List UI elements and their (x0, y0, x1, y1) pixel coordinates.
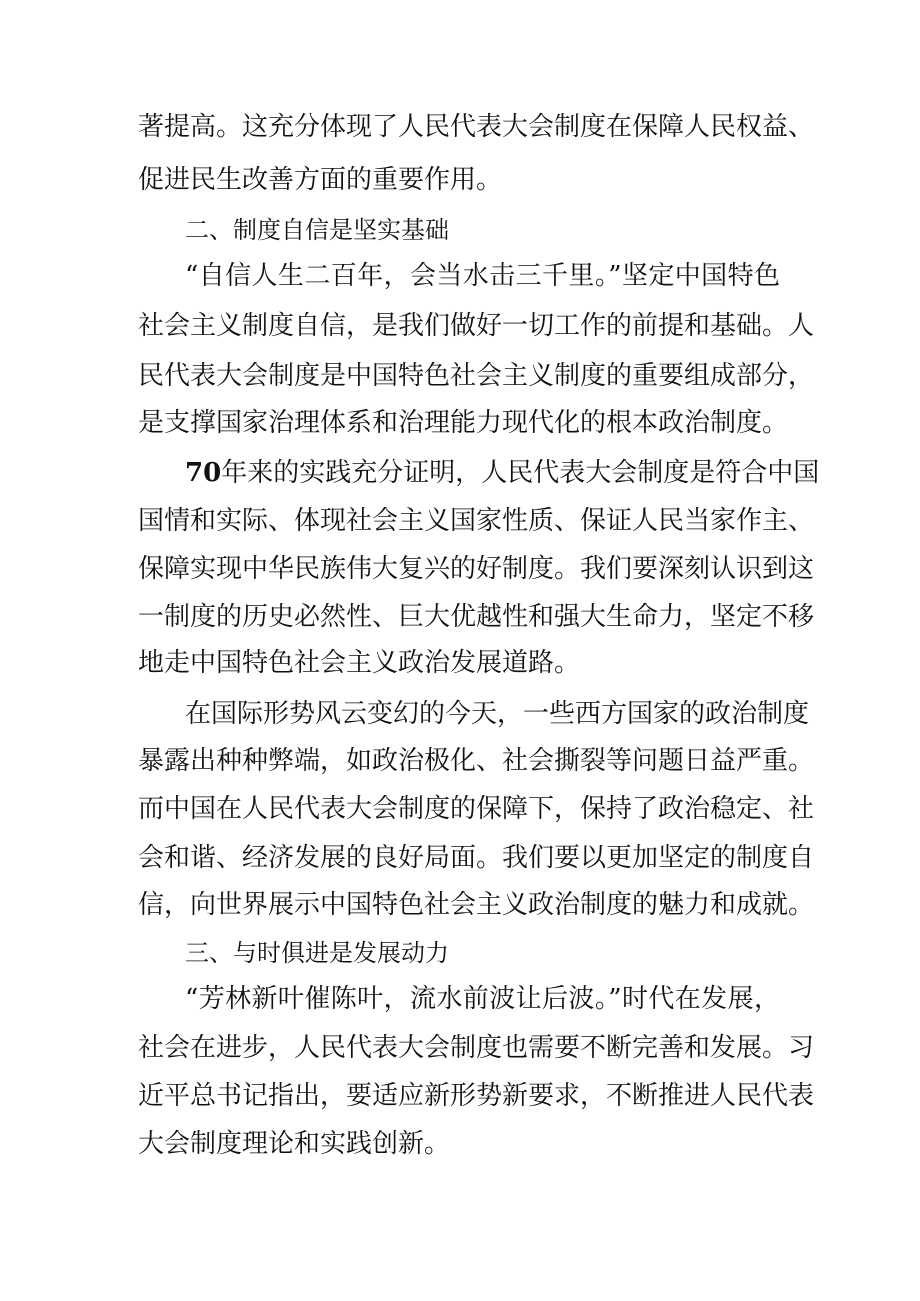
paragraph-line: 会和谐、经济发展的良好局面。我们要以更加坚定的制度自 (138, 843, 815, 873)
paragraph-line: “芳林新叶催陈叶，流水前波让后波。”时代在发展， (185, 984, 780, 1014)
paragraph-line: 促进民生改善方面的重要作用。 (138, 165, 503, 195)
paragraph-line: 地走中国特色社会主义政治发展道路。 (138, 648, 581, 678)
paragraph-line: 信，向世界展示中国特色社会主义政治制度的魅力和成就。 (138, 890, 815, 920)
paragraph-line: “自信人生二百年，会当水击三千里。”坚定中国特色 (185, 261, 780, 291)
year-number: 70 (185, 458, 222, 488)
paragraph-line: 在国际形势风云变幻的今天，一些西方国家的政治制度 (185, 699, 810, 729)
paragraph-line: 民代表大会制度是中国特色社会主义制度的重要组成部分， (138, 361, 815, 391)
section-heading: 二、制度自信是坚实基础 (185, 216, 449, 244)
paragraph-line: 是支撑国家治理体系和治理能力现代化的根本政治制度。 (138, 408, 789, 438)
paragraph-line: 暴露出种种弊端，如政治极化、社会撕裂等问题日益严重。 (138, 746, 815, 776)
paragraph-line: 一制度的历史必然性、巨大优越性和强大生命力，坚定不移 (138, 602, 815, 632)
paragraph-line: 大会制度理论和实践创新。 (138, 1129, 451, 1159)
section-heading: 三、与时俱进是发展动力 (185, 939, 449, 967)
paragraph-line (185, 453, 820, 493)
paragraph-line: 国情和实际、体现社会主义国家性质、保证人民当家作主、 (138, 506, 815, 536)
paragraph-line: 社会在进步，人民代表大会制度也需要不断完善和发展。习 (138, 1033, 815, 1063)
paragraph-line: 保障实现中华民族伟大复兴的好制度。我们要深刻认识到这 (138, 554, 815, 584)
paragraph-line: 而中国在人民代表大会制度的保障下，保持了政治稳定、社 (138, 794, 815, 824)
paragraph-line: 社会主义制度自信，是我们做好一切工作的前提和基础。人 (138, 311, 815, 341)
paragraph-line: 著提高。这充分体现了人民代表大会制度在保障人民权益、 (138, 112, 815, 142)
paragraph-line: 近平总书记指出，要适应新形势新要求，不断推进人民代表 (138, 1081, 815, 1111)
paragraph-text: 年来的实践充分证明，人民代表大会制度是符合中国 (221, 458, 820, 488)
